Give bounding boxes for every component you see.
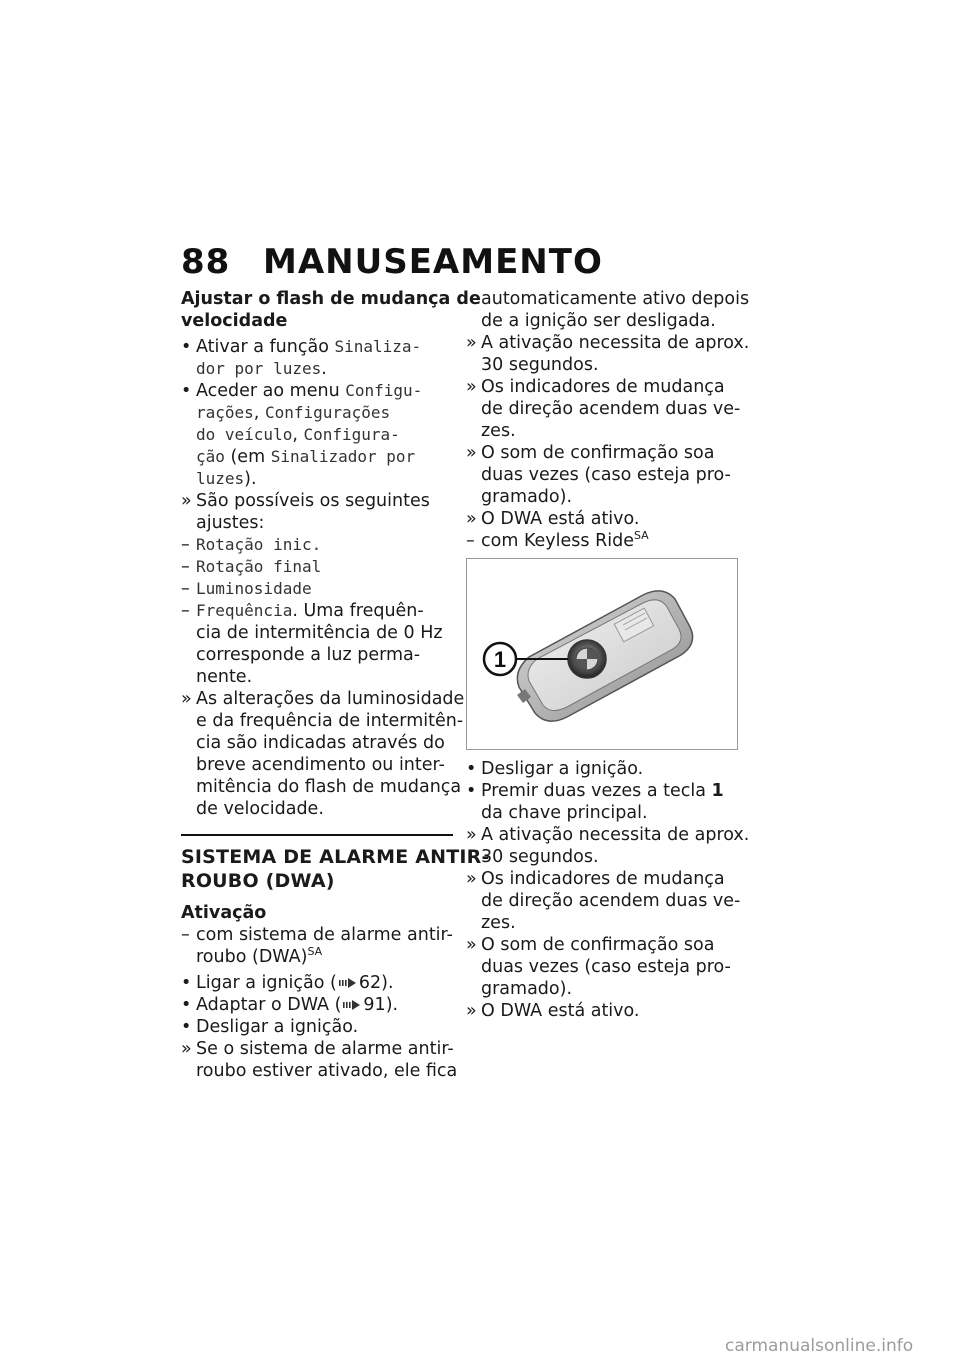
right-column (466, 288, 750, 1022)
result-confirmation-sound-2: » O som de confirmação soa duas vezes (caso esteja pro- gramado). (466, 935, 731, 999)
result-alarm-activated: » Se o sistema de alarme antir- roubo estiver ativado, ele fica (181, 1039, 458, 1081)
result-arrow-icon: » (466, 443, 477, 463)
result-dwa-active: » O DWA está ativo. (466, 509, 640, 529)
option-brightness: – Luminosidade (181, 579, 312, 599)
dash-icon: – (181, 535, 190, 555)
page-reference-arrow-icon (339, 977, 357, 989)
result-changes-indicated: » As alterações da luminosidade e da frequência de intermitên- cia são indicadas através do breve acendimento ou inter- mitência do flash de mudança de velocidade. (181, 689, 465, 819)
bullet-adapt-dwa: • Adaptar o DWA ( 91). (181, 995, 399, 1015)
page-header (181, 242, 603, 282)
bullet-ignition-off: • Desligar a ignição. (181, 1017, 359, 1037)
bullet-icon: • (466, 781, 477, 801)
bullet-press-key: • Premir duas vezes a tecla 1 da chave principal. (466, 781, 724, 823)
result-confirmation-sound: » O som de confirmação soa duas vezes (caso esteja pro- gramado). (466, 443, 731, 507)
condition-alarm-system: – com sistema de alarme antir- roubo (DWA)$^{SA}$ (181, 925, 453, 967)
result-arrow-icon: » (466, 1001, 477, 1021)
page-reference-arrow-icon (343, 999, 361, 1011)
condition-keyless-ride: – com Keyless Ride$^{SA}$ (466, 529, 649, 551)
bullet-access-menu: • Aceder ao menu Configu- rações, Configurações do veículo, Configura- ção (em Sinalizador por luzes). (181, 381, 423, 489)
result-arrow-icon: » (466, 825, 477, 845)
result-arrow-icon: » (181, 491, 192, 511)
result-activation-time-2: » A ativação necessita de aprox. 30 segundos. (466, 825, 750, 867)
bullet-icon: • (181, 337, 192, 357)
option-rotation-start: – Rotação inic. (181, 535, 322, 555)
dash-icon: – (181, 601, 190, 621)
figure-callout-label: 1 (493, 647, 507, 672)
bullet-ignition-off-2: • Desligar a ignição. (466, 759, 644, 779)
result-activation-time: » A ativação necessita de aprox. 30 segundos. (466, 333, 750, 375)
result-arrow-icon: » (181, 1039, 192, 1059)
result-dwa-active-2: » O DWA está ativo. (466, 1001, 640, 1021)
subheading-activation: Ativação (181, 903, 267, 923)
sa-superscript: SA (307, 945, 323, 958)
bullet-icon: • (181, 381, 192, 401)
dash-icon: – (181, 579, 190, 599)
result-indicators-flash: » Os indicadores de mudança de direção acendem duas ve- zes. (466, 377, 741, 441)
bullet-ignition-on: • Ligar a ignição ( 62). (181, 973, 394, 993)
continuation-text: automaticamente ativo depois de a ignição ser desligada. (481, 289, 750, 331)
page-title: MANUSEAMENTO (263, 242, 603, 282)
result-arrow-icon: » (181, 689, 192, 709)
left-column (181, 288, 490, 1082)
bullet-icon: • (181, 973, 192, 993)
result-settings-possible: » São possíveis os seguintes ajustes: (181, 491, 430, 533)
sa-superscript: SA (634, 529, 649, 542)
key-fob-figure (466, 558, 738, 750)
option-frequency: – Frequência. Uma frequên- cia de intermitência de 0 Hz corresponde a luz perma- nente. (181, 601, 443, 687)
dash-icon: – (466, 531, 475, 551)
section-title-alarm: SISTEMA DE ALARME ANTIR- ROUBO (DWA) (181, 834, 453, 893)
option-rotation-end: – Rotação final (181, 557, 322, 577)
result-arrow-icon: » (466, 869, 477, 889)
result-arrow-icon: » (466, 333, 477, 353)
bullet-icon: • (181, 1017, 192, 1037)
result-indicators-flash-2: » Os indicadores de mudança de direção acendem duas ve- zes. (466, 869, 741, 933)
bullet-icon: • (181, 995, 192, 1015)
result-arrow-icon: » (466, 935, 477, 955)
bullet-icon: • (466, 759, 477, 779)
bullet-activate-function: • Ativar a função Sinaliza- dor por luzes. (181, 337, 422, 379)
dash-icon: – (181, 557, 190, 577)
key-number: 1 (711, 781, 724, 801)
footer-watermark: carmanualsonline.info (725, 1336, 914, 1356)
dash-icon: – (181, 925, 190, 945)
key-fob-illustration (467, 559, 737, 749)
result-arrow-icon: » (466, 377, 477, 397)
page-number: 88 (181, 242, 231, 282)
result-arrow-icon: » (466, 509, 477, 529)
heading-flash-adjust: Ajustar o flash de mudança de velocidade (181, 289, 481, 331)
